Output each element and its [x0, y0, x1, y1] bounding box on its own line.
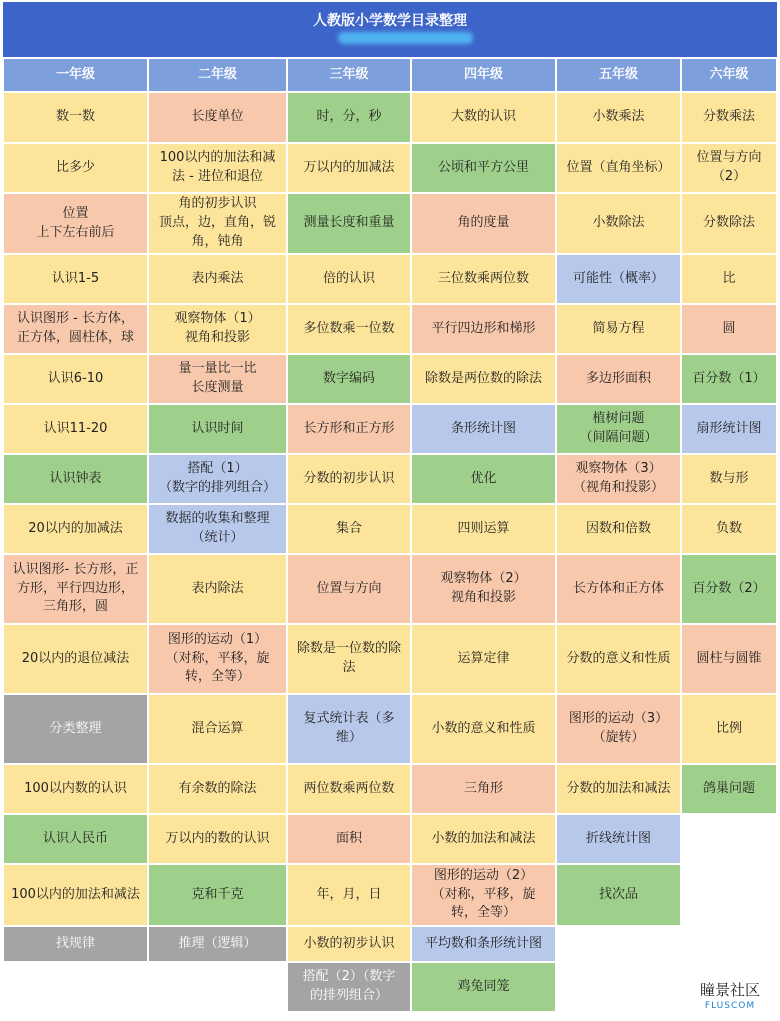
- topic-cell: 100以内数的认识: [3, 764, 148, 814]
- topic-cell: 负数: [681, 504, 777, 554]
- topic-cell: 圆: [681, 304, 777, 354]
- topic-cell: 小数乘法: [556, 92, 681, 143]
- topic-cell: 认识1-5: [3, 254, 148, 304]
- grade-header-2: 二年级: [148, 58, 287, 92]
- topic-cell: 100以内的加法和减法: [3, 864, 148, 926]
- redacted-subtitle-blur: [338, 32, 473, 44]
- title-bar: [3, 2, 777, 57]
- topic-cell: 推理（逻辑）: [148, 926, 287, 962]
- topic-cell: 数与形: [681, 454, 777, 504]
- topic-cell: 搭配（2）（数字 的排列组合）: [287, 962, 411, 1012]
- topic-cell: 长方形和正方形: [287, 404, 411, 454]
- watermark: [682, 980, 778, 1020]
- topic-cell: 图形的运动（1） （对称，平移，旋 转，全等）: [148, 624, 287, 694]
- topic-cell: 观察物体（1） 视角和投影: [148, 304, 287, 354]
- topic-cell: 认识6-10: [3, 354, 148, 404]
- topic-cell: 位置与方向: [287, 554, 411, 624]
- topic-cell: 鸽巢问题: [681, 764, 777, 814]
- topic-cell: 数据的收集和整理 （统计）: [148, 504, 287, 554]
- topic-cell: 数字编码: [287, 354, 411, 404]
- topic-cell: 认识11-20: [3, 404, 148, 454]
- topic-cell: 找次品: [556, 864, 681, 926]
- topic-cell: 认识人民币: [3, 814, 148, 864]
- topic-cell: 圆柱与圆锥: [681, 624, 777, 694]
- topic-cell: 搭配（1） （数字的排列组合）: [148, 454, 287, 504]
- topic-cell: 简易方程: [556, 304, 681, 354]
- topic-cell: 认识时间: [148, 404, 287, 454]
- topic-cell: 观察物体（2） 视角和投影: [411, 554, 556, 624]
- topic-cell: 找规律: [3, 926, 148, 962]
- topic-cell: 有余数的除法: [148, 764, 287, 814]
- topic-cell: 小数的意义和性质: [411, 694, 556, 764]
- topic-cell: 小数的初步认识: [287, 926, 411, 962]
- topic-cell: 克和千克: [148, 864, 287, 926]
- grade-header-3: 三年级: [287, 58, 411, 92]
- topic-cell: 数一数: [3, 92, 148, 143]
- topic-cell: 角的度量: [411, 193, 556, 254]
- topic-cell: 多边形面积: [556, 354, 681, 404]
- grade-header-4: 四年级: [411, 58, 556, 92]
- topic-cell: 观察物体（3） （视角和投影）: [556, 454, 681, 504]
- topic-cell: 大数的认识: [411, 92, 556, 143]
- topic-cell: 复式统计表（多 维）: [287, 694, 411, 764]
- topic-cell: 图形的运动（2） （对称，平移，旋 转，全等）: [411, 864, 556, 926]
- topic-cell: 优化: [411, 454, 556, 504]
- topic-cell: 分数乘法: [681, 92, 777, 143]
- topic-cell: 长度单位: [148, 92, 287, 143]
- topic-cell: 20以内的退位减法: [3, 624, 148, 694]
- topic-cell: 两位数乘两位数: [287, 764, 411, 814]
- topic-cell: 分类整理: [3, 694, 148, 764]
- topic-cell: 长方体和正方体: [556, 554, 681, 624]
- topic-cell: 四则运算: [411, 504, 556, 554]
- topic-cell: 倍的认识: [287, 254, 411, 304]
- watermark-text: 瞳景社区: [699, 981, 760, 999]
- topic-cell: 图形的运动（3） （旋转）: [556, 694, 681, 764]
- topic-cell: 分数除法: [681, 193, 777, 254]
- topic-cell: 因数和倍数: [556, 504, 681, 554]
- topic-cell: 万以内的数的认识: [148, 814, 287, 864]
- topic-cell: 20以内的加减法: [3, 504, 148, 554]
- topic-cell: 平行四边形和梯形: [411, 304, 556, 354]
- topic-cell: 三角形: [411, 764, 556, 814]
- topic-cell: 多位数乘一位数: [287, 304, 411, 354]
- topic-cell: 平均数和条形统计图: [411, 926, 556, 962]
- topic-cell: 位置与方向 （2）: [681, 143, 777, 193]
- topic-cell: 位置（直角坐标）: [556, 143, 681, 193]
- grade-header-1: 一年级: [3, 58, 148, 92]
- topic-cell: 除数是两位数的除法: [411, 354, 556, 404]
- topic-cell: 时，分，秒: [287, 92, 411, 143]
- topic-cell: 折线统计图: [556, 814, 681, 864]
- topic-cell: 认识钟表: [3, 454, 148, 504]
- topic-cell: 表内除法: [148, 554, 287, 624]
- topic-cell: 万以内的加减法: [287, 143, 411, 193]
- topic-cell: 公顷和平方公里: [411, 143, 556, 193]
- topic-cell: 比例: [681, 694, 777, 764]
- topic-cell: 分数的加法和减法: [556, 764, 681, 814]
- page-title: 人教版小学数学目录整理: [313, 13, 467, 29]
- topic-cell: 测量长度和重量: [287, 193, 411, 254]
- topic-cell: 植树问题 （间隔问题）: [556, 404, 681, 454]
- topic-cell: 小数的加法和减法: [411, 814, 556, 864]
- topic-cell: 角的初步认识 顶点，边，直角，锐 角，钝角: [148, 193, 287, 254]
- topic-cell: 年，月，日: [287, 864, 411, 926]
- watermark-subtext: FLUSCOM: [704, 1001, 756, 1011]
- topic-cell: 除数是一位数的除 法: [287, 624, 411, 694]
- topic-cell: 三位数乘两位数: [411, 254, 556, 304]
- grade-header-5: 五年级: [556, 58, 681, 92]
- topic-cell: 条形统计图: [411, 404, 556, 454]
- topic-cell: 面积: [287, 814, 411, 864]
- topic-cell: 百分数（1）: [681, 354, 777, 404]
- topic-cell: 扇形统计图: [681, 404, 777, 454]
- topic-cell: 位置 上下左右前后: [3, 193, 148, 254]
- topic-cell: 集合: [287, 504, 411, 554]
- topic-cell: 分数的意义和性质: [556, 624, 681, 694]
- topic-cell: 认识图形 - 长方体， 正方体，圆柱体，球: [3, 304, 148, 354]
- topic-cell: 100以内的加法和减 法 - 进位和退位: [148, 143, 287, 193]
- topic-cell: 比: [681, 254, 777, 304]
- topic-cell: 百分数（2）: [681, 554, 777, 624]
- topic-cell: 混合运算: [148, 694, 287, 764]
- topic-cell: 鸡兔同笼: [411, 962, 556, 1012]
- topic-cell: 分数的初步认识: [287, 454, 411, 504]
- topic-cell: 量一量比一比 长度测量: [148, 354, 287, 404]
- topic-cell: 运算定律: [411, 624, 556, 694]
- topic-cell: 可能性（概率）: [556, 254, 681, 304]
- topic-cell: 小数除法: [556, 193, 681, 254]
- topic-cell: 表内乘法: [148, 254, 287, 304]
- topic-cell: 比多少: [3, 143, 148, 193]
- grade-header-6: 六年级: [681, 58, 777, 92]
- topic-cell: 认识图形- 长方形，正 方形，平行四边形， 三角形，圆: [3, 554, 148, 624]
